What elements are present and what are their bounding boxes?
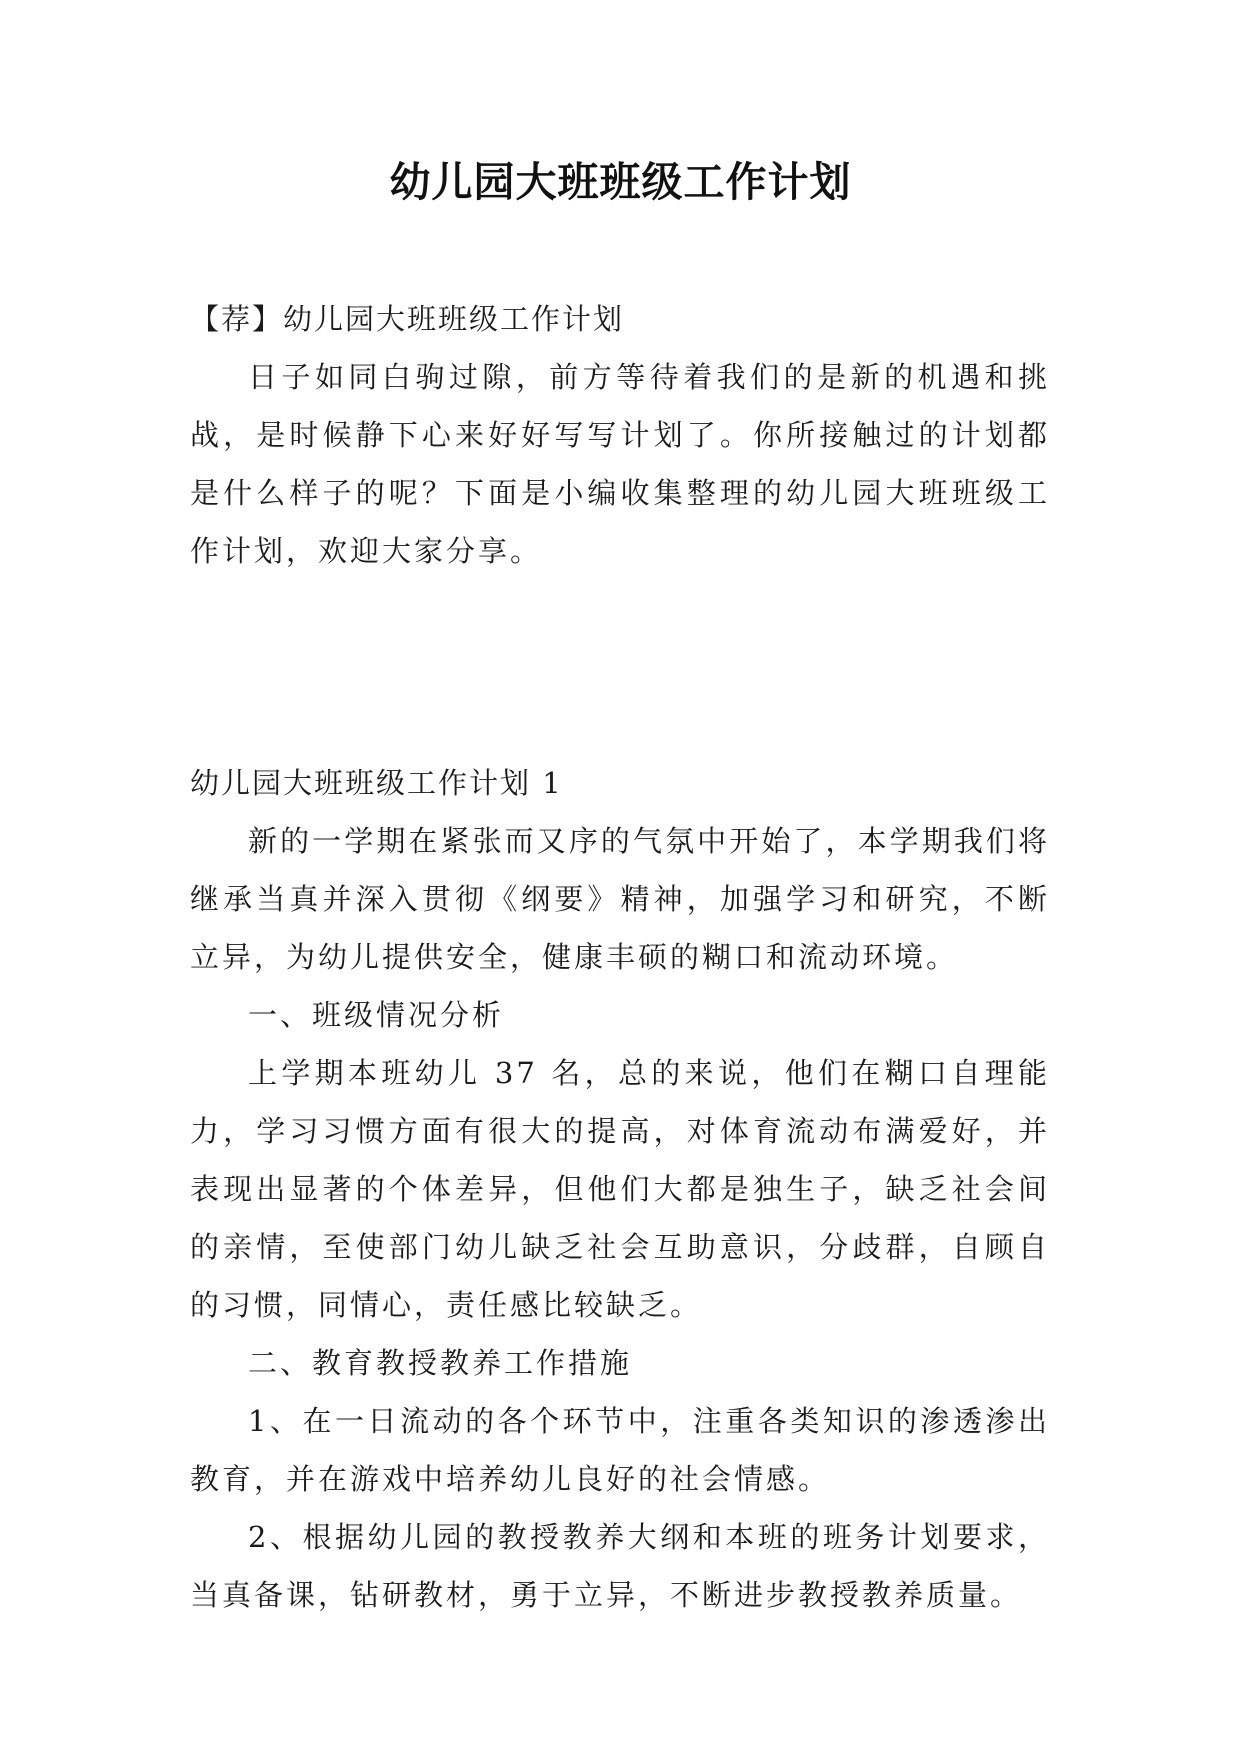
subheading-class-analysis: 一、班级情况分析 — [248, 998, 505, 1032]
section-spacer — [190, 580, 1050, 754]
body-paragraph: 1、在一日流动的各个环节中，注重各类知识的渗透渗出教育，并在游戏中培养幼儿良好的社会情感。 — [190, 1404, 1050, 1496]
section-title: 幼儿园大班班级工作计划 1 — [190, 766, 563, 800]
body-paragraph: 新的一学期在紧张而又序的气氛中开始了，本学期我们将继承当真并深入贯彻《纲要》精神，加强学习和研究，不断立异，为幼儿提供安全，健康丰硕的糊口和流动环境。 — [190, 824, 1050, 974]
subheading-teaching-measures: 二、教育教授教养工作措施 — [248, 1346, 633, 1380]
document-body — [190, 290, 1050, 1624]
intro-paragraph: 日子如同白驹过隙，前方等待着我们的是新的机遇和挑战，是时候静下心来好好写写计划了。你所接触过的计划都是什么样子的呢？下面是小编收集整理的幼儿园大班班级工作计划，欢迎大家分享。 — [190, 360, 1050, 568]
recommend-line: 【荐】幼儿园大班班级工作计划 — [190, 302, 625, 336]
body-paragraph: 上学期本班幼儿 37 名，总的来说，他们在糊口自理能力，学习习惯方面有很大的提高，对体育流动布满爱好，并表现出显著的个体差异，但他们大都是独生子，缺乏社会间的亲情，至使部门幼儿缺乏社会互助意识，分歧群，自顾自的习惯，同情心，责任感比较缺乏。 — [190, 1056, 1050, 1322]
document-title: 幼儿园大班班级工作计划 — [389, 158, 852, 206]
body-paragraph: 2、根据幼儿园的教授教养大纲和本班的班务计划要求，当真备课，钻研教材，勇于立异，不断进步教授教养质量。 — [190, 1520, 1050, 1612]
